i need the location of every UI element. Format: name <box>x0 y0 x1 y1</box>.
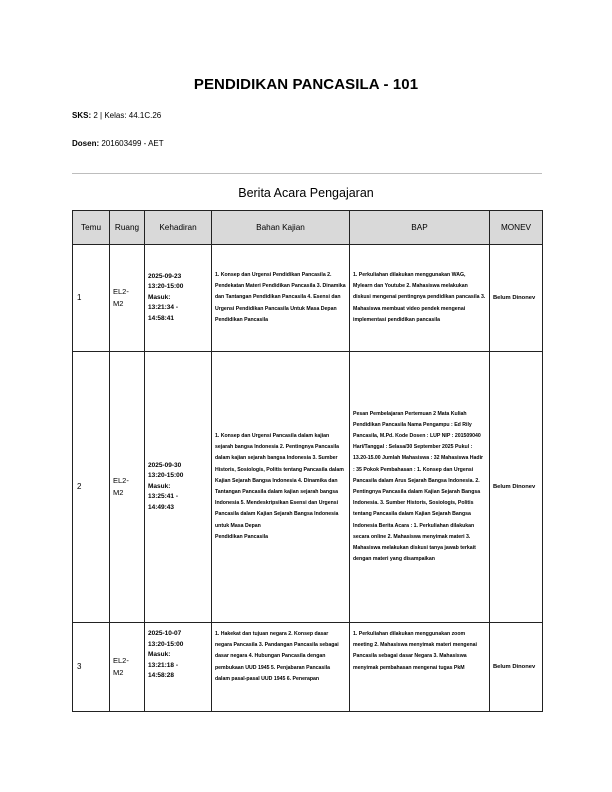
table-row <box>73 352 543 623</box>
table-header-row <box>73 211 543 245</box>
sks-label: SKS: <box>72 111 92 120</box>
cell-ruang: EL2- M2 <box>110 245 145 352</box>
dosen-label: Dosen: <box>72 139 100 148</box>
cell-monev: Belum Dinonev <box>490 623 543 712</box>
header-bap: BAP <box>350 211 490 245</box>
cell-ruang: EL2- M2 <box>110 352 145 623</box>
table-row <box>73 245 543 352</box>
cell-monev: Belum Dinonev <box>490 245 543 352</box>
cell-temu: 1 <box>73 245 110 352</box>
bap-table <box>72 210 543 712</box>
document-title: PENDIDIKAN PANCASILA - 101 <box>193 76 419 93</box>
sks-line <box>72 111 161 120</box>
cell-bap: 1. Perkuliahan dilakukan menggunakan zoom meeting 2. Mahasiswa menyimak materi mengenai Pancasila sebagai dasar Negara 3. Mahasiswa menyimak pembahasan mengenai tugas PkM <box>350 623 490 712</box>
header-bahan-kajian: Bahan Kajian <box>212 211 350 245</box>
cell-kehadiran: 2025-09-30 13:20-15:00 Masuk: 13:25:41 - 14:49:43 <box>145 352 212 623</box>
cell-bahan-kajian: 1. Konsep dan Urgensi Pendidikan Pancasila 2. Pendekatan Materi Pendidikan Pancasila 3. Dinamika dan Tantangan Pendidikan Pancasila 4. Esensi dan Urgensi Pendidikan Pancasila Untuk Masa Depan Pendidikan Pancasila <box>212 245 350 352</box>
sks-value: 2 | Kelas: 44.1C.26 <box>93 111 162 120</box>
cell-temu: 2 <box>73 352 110 623</box>
dosen-line <box>72 139 164 148</box>
cell-bap: 1. Perkuliahan dilakukan menggunakan WAG, Mylearn dan Youtube 2. Mahasiswa melakukan diskusi mengenai pentingnya pendidikan pancasila 3. Mahasiswa membuat video pendek mengenai implementasi pendidikan pancasila <box>350 245 490 352</box>
cell-bahan-kajian: 1. Hakekat dan tujuan negara 2. Konsep dasar negara Pancasila 3. Pandangan Pancasila sebagai dasar negara 4. Hubungan Pancasila dengan pembukaan UUD 1945 5. Penjabaran Pancasila dalam pasal-pasal UUD 1945 6. Penerapan <box>212 623 350 712</box>
cell-ruang: EL2- M2 <box>110 623 145 712</box>
header-temu: Temu <box>73 211 110 245</box>
cell-temu: 3 <box>73 623 110 712</box>
cell-bahan-kajian: 1. Konsep dan Urgensi Pancasila dalam kajian sejarah bangsa Indonesia 2. Pentingnya Pancasila dalam kajian sejarah bangsa Indonesia 3. Sumber Historis, Sosiologis, Politis tentang Pancasila dalam Kajian Sejarah Bangsa Indonesia 4. Dinamika dan Tantangan Pancasila dalam kajian sejarah bangsa Indonesia 5. Mendeskripsikan Esensi dan Urgensi Pancasila dalam Kajian Sejarah Bangsa Indonesia untuk Masa Depan Pendidikan Pancasila <box>212 352 350 623</box>
table-row <box>73 623 543 712</box>
cell-monev: Belum Dinonev <box>490 352 543 623</box>
cell-bap: Pesan Pembelajaran Pertemuan 2 Mata Kuliah Pendidikan Pancasila Nama Pengampu : Ed Rily Pancasila, M.Pd. Kode Dosen : LUP NIP : 201509040 Hari/Tanggal : Selasa/30 September 2025 Pukul : 13.20-15.00 Jumlah Mahasiswa : 32 Mahasiswa Hadir : 35 Pokok Pembahasan : 1. Konsep dan Urgensi Pancasila dalam Arus Sejarah Bangsa Indonesia. 2. Pentingnya Pancasila dalam Kajian Sejarah Bangsa Indonesia. 3. Sumber Historis, Sosiologis, Politis tentang Pancasila dalam Kajian Sejarah Bangsa Indonesia Berita Acara : 1. Perkuliahan dilakukan secara online 2. Mahasiswa menyimak materi 3. Mahasiswa melakukan diskusi tanya jawab terkait dengan materi yang disampaikan <box>350 352 490 623</box>
section-divider <box>72 173 542 174</box>
header-kehadiran: Kehadiran <box>145 211 212 245</box>
cell-kehadiran: 2025-09-23 13:20-15:00 Masuk: 13:21:34 - 14:58:41 <box>145 245 212 352</box>
header-monev: MONEV <box>490 211 543 245</box>
header-ruang: Ruang <box>110 211 145 245</box>
dosen-value: 201603499 - AET <box>101 139 164 148</box>
section-title: Berita Acara Pengajaran <box>238 186 374 200</box>
cell-kehadiran: 2025-10-07 13:20-15:00 Masuk: 13:21:18 - 14:58:28 <box>145 623 212 712</box>
